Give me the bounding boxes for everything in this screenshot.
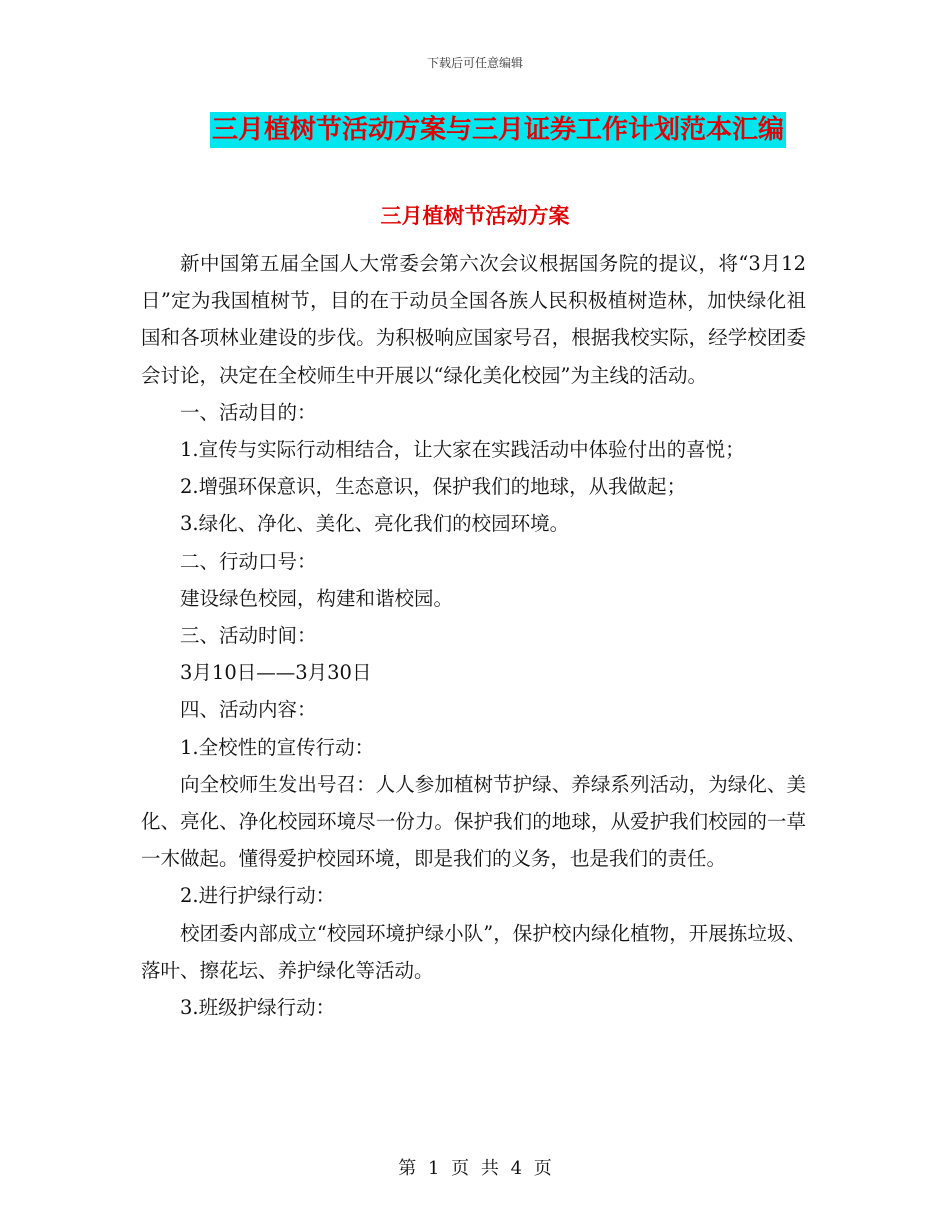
document-title: 三月植树节活动方案与三月证券工作计划范本汇编 [210,112,786,148]
paragraph: 1.宣传与实际行动相结合，让大家在实践活动中体验付出的喜悦； [180,438,745,462]
paragraph: 建设绿色校园，构建和谐校园。 [180,586,454,610]
paragraph: 一、活动目的： [180,400,317,424]
document-body [141,245,806,1026]
paragraph: 二、行动口号： [180,549,317,573]
paragraph: 校团委内部成立“校园环境护绿小队”，保护校内绿化植物，开展拣垃圾、落叶、擦花坛、养护绿化等活动。 [141,921,806,982]
paragraph: 1.全校性的宣传行动： [180,735,375,759]
paragraph: 新中国第五届全国人大常委会第六次会议根据国务院的提议，将“3月12日”定为我国植树节，目的在于动员全国各族人民积极植树造林，加快绿化祖国和各项林业建设的步伐。为积极响应国家号召，根据我校实际，经学校团委会讨论，决定在全校师生中开展以“绿化美化校园”为主线的活动。 [141,252,806,387]
paragraph: 3月10日——3月30日 [180,661,372,685]
paragraph: 2.进行护绿行动： [180,884,336,908]
document-title-wrap [0,112,950,148]
section-title: 三月植树节活动方案 [380,204,570,228]
page-footer: 第 1 页 共 4 页 [398,1158,552,1179]
paragraph: 四、活动内容： [180,698,317,722]
paragraph: 向全校师生发出号召：人人参加植树节护绿、养绿系列活动，为绿化、美化、亮化、净化校园环境尽一份力。保护我们的地球，从爱护我们校园的一草一木做起。懂得爱护校园环境，即是我们的义务，也是我们的责任。 [141,772,806,871]
paragraph: 3.绿化、净化、美化、亮化我们的校园环境。 [180,512,570,536]
paragraph: 三、活动时间： [180,624,317,648]
paragraph: 2.增强环保意识，生态意识，保护我们的地球，从我做起； [180,475,687,499]
paragraph: 3.班级护绿行动： [180,996,336,1020]
header-note: 下载后可任意编辑 [426,56,523,70]
